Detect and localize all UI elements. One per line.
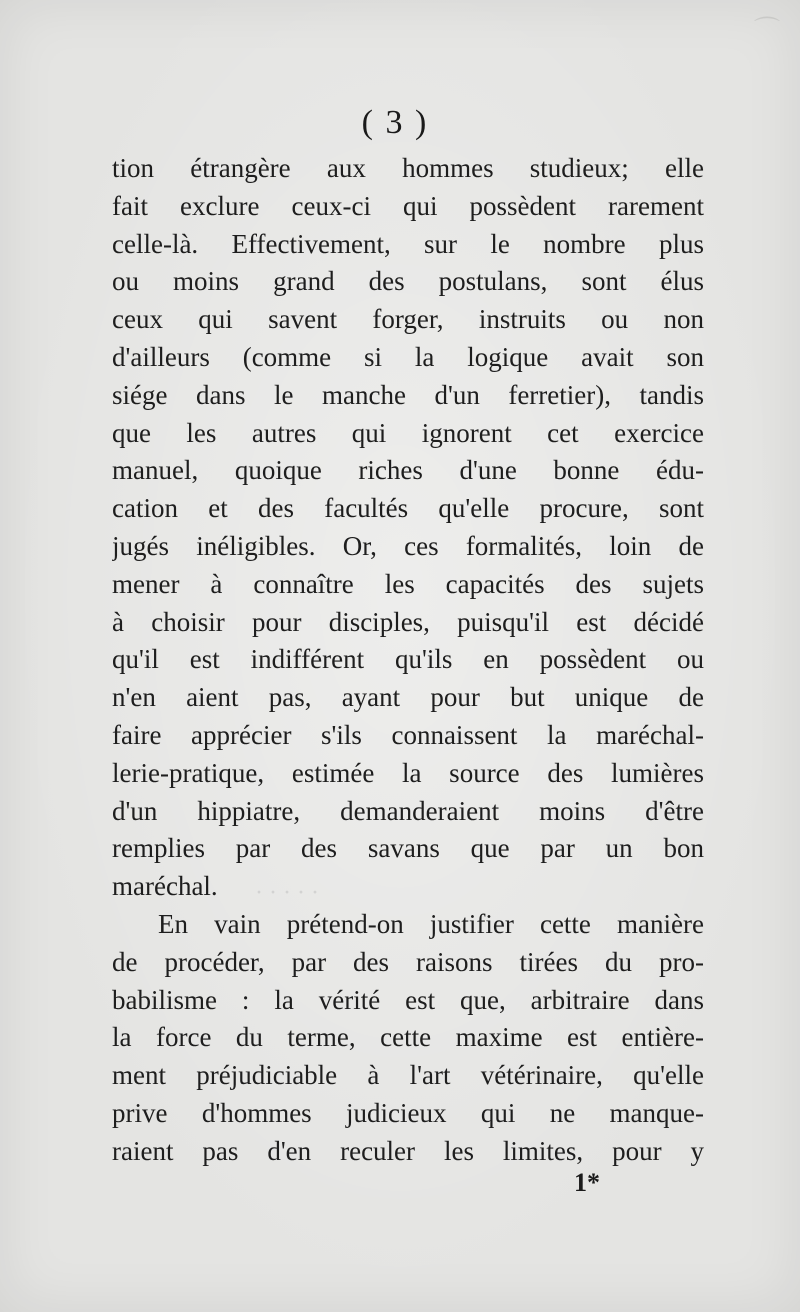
text-line: tion étrangère aux hommes studieux; elle bbox=[112, 153, 704, 183]
text-line: fait exclure ceux-ci qui possèdent rarement bbox=[112, 190, 704, 221]
text-line: jugés inéligibles. Or, ces formalités, loin de bbox=[112, 530, 704, 561]
text-line: prive d'hommes judicieux qui ne manque- bbox=[112, 1097, 704, 1128]
text-line: babilisme : la vérité est que, arbitraire dans bbox=[112, 984, 704, 1015]
text-line: d'ailleurs (comme si la logique avait son bbox=[112, 341, 704, 372]
text-line: ceux qui savent forger, instruits ou non bbox=[112, 304, 704, 335]
text-line-paragraph-end: maréchal. bbox=[112, 871, 218, 902]
text-line: celle-là. Effectivement, sur le nombre plus bbox=[112, 228, 704, 259]
text-line: de procéder, par des raisons tirées du pro- bbox=[112, 946, 704, 977]
text-line: raient pas d'en reculer les limites, pour y bbox=[112, 1135, 704, 1166]
text-line: d'un hippiatre, demanderaient moins d'être bbox=[112, 795, 704, 826]
text-line: n'en aient pas, ayant pour but unique de bbox=[112, 682, 704, 713]
faint-corner-mark: ⌒ bbox=[753, 16, 780, 45]
text-line: mener à connaître les capacités des sujets bbox=[112, 568, 704, 599]
text-line: ou moins grand des postulans, sont élus bbox=[112, 266, 704, 297]
text-line: qu'il est indifférent qu'ils en possèdent ou bbox=[112, 644, 704, 675]
text-line: remplies par des savans que par un bon bbox=[112, 833, 704, 864]
text-line: à choisir pour disciples, puisqu'il est décidé bbox=[112, 606, 704, 637]
text-line: siége dans le manche d'un ferretier), tandis bbox=[112, 379, 704, 410]
text-line: manuel, quoique riches d'une bonne édu- bbox=[112, 455, 704, 486]
text-line: la force du terme, cette maxime est entière- bbox=[112, 1022, 704, 1053]
text-line: que les autres qui ignorent cet exercice bbox=[112, 417, 704, 448]
show-through-text: · · · · · bbox=[255, 880, 319, 906]
text-line: ment préjudiciable à l'art vétérinaire, qu'elle bbox=[112, 1060, 704, 1091]
text-line: cation et des facultés qu'elle procure, sont bbox=[112, 493, 704, 524]
body-text bbox=[112, 150, 704, 1171]
text-line: lerie-pratique, estimée la source des lumières bbox=[112, 757, 704, 788]
signature-mark: 1* bbox=[574, 1168, 600, 1197]
text-line-paragraph-start: En vain prétend-on justifier cette manière bbox=[158, 908, 704, 939]
page-number: ( 3 ) bbox=[361, 104, 429, 141]
text-line: faire apprécier s'ils connaissent la maréchal- bbox=[112, 719, 704, 750]
